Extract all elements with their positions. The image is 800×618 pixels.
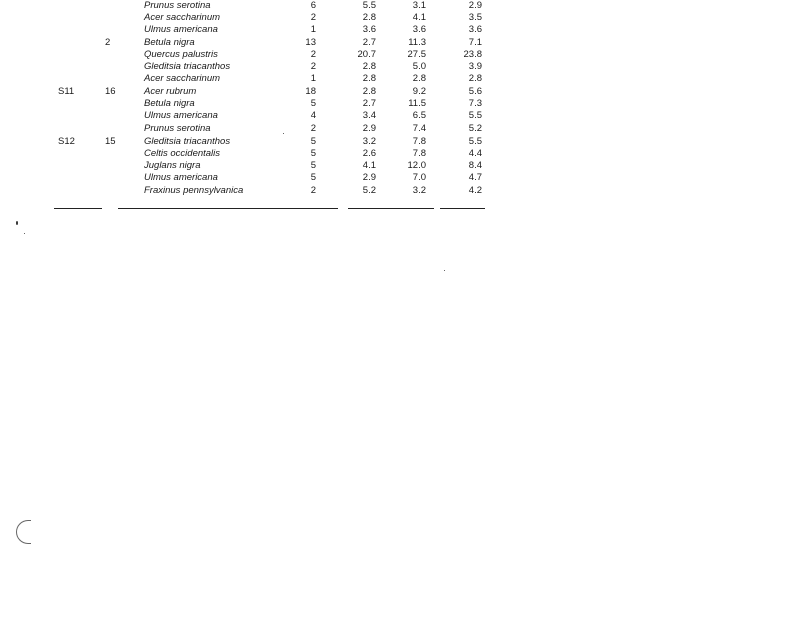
value-cell-3: 5.6 bbox=[468, 86, 482, 97]
value-cell-1: 20.7 bbox=[357, 49, 376, 60]
value-cell-1: 3.6 bbox=[362, 24, 376, 35]
value-cell-1: 2.9 bbox=[362, 172, 376, 183]
species-cell: Acer rubrum bbox=[144, 86, 197, 97]
table-row bbox=[0, 73, 800, 85]
value-cell-2: 4.1 bbox=[412, 12, 426, 23]
value-cell-2: 3.1 bbox=[412, 0, 426, 11]
value-cell-3: 2.8 bbox=[468, 73, 482, 84]
species-cell: Ulmus americana bbox=[144, 110, 218, 121]
scan-artifact-mark bbox=[16, 520, 31, 544]
table-row bbox=[0, 0, 800, 12]
count-cell: 4 bbox=[310, 110, 316, 121]
table-bottom-rule bbox=[440, 208, 485, 209]
species-cell: Gleditsia triacanthos bbox=[144, 61, 231, 72]
count-cell: 18 bbox=[305, 86, 316, 97]
scan-speck bbox=[16, 221, 18, 225]
value-cell-1: 5.5 bbox=[362, 0, 376, 11]
species-cell: Betula nigra bbox=[144, 98, 195, 109]
value-cell-2: 9.2 bbox=[412, 86, 426, 97]
value-cell-2: 7.8 bbox=[412, 148, 426, 159]
scan-speck bbox=[24, 233, 25, 234]
count-cell: 6 bbox=[310, 0, 316, 11]
scan-speck bbox=[444, 270, 445, 271]
value-cell-3: 4.7 bbox=[468, 172, 482, 183]
count-cell: 1 bbox=[310, 24, 316, 35]
table-row bbox=[0, 98, 800, 110]
species-cell: Betula nigra bbox=[144, 37, 195, 48]
species-cell: Prunus serotina bbox=[144, 123, 211, 134]
table-bottom-rule bbox=[118, 208, 338, 209]
table-row bbox=[0, 160, 800, 172]
count-cell: 5 bbox=[310, 98, 316, 109]
value-cell-2: 6.5 bbox=[412, 110, 426, 121]
value-cell-1: 2.8 bbox=[362, 73, 376, 84]
value-cell-2: 12.0 bbox=[407, 160, 426, 171]
table-row bbox=[0, 110, 800, 122]
value-cell-2: 7.8 bbox=[412, 136, 426, 147]
site-cell: S12 bbox=[58, 136, 75, 147]
value-cell-1: 3.2 bbox=[362, 136, 376, 147]
value-cell-3: 5.2 bbox=[468, 123, 482, 134]
value-cell-2: 2.8 bbox=[412, 73, 426, 84]
count-cell: 2 bbox=[310, 123, 316, 134]
table-bottom-rule bbox=[348, 208, 434, 209]
value-cell-1: 5.2 bbox=[362, 185, 376, 196]
value-cell-3: 8.4 bbox=[468, 160, 482, 171]
table-row bbox=[0, 12, 800, 24]
species-cell: Gleditsia triacanthos bbox=[144, 136, 231, 147]
count-cell: 5 bbox=[310, 148, 316, 159]
value-cell-1: 2.7 bbox=[362, 98, 376, 109]
value-cell-3: 4.2 bbox=[468, 185, 482, 196]
table-row bbox=[0, 148, 800, 160]
value-cell-2: 7.0 bbox=[412, 172, 426, 183]
species-cell: Prunus serotina bbox=[144, 0, 211, 11]
value-cell-1: 2.8 bbox=[362, 61, 376, 72]
plot-cell: 15 bbox=[105, 136, 116, 147]
value-cell-1: 2.6 bbox=[362, 148, 376, 159]
species-cell: Juglans nigra bbox=[144, 160, 201, 171]
value-cell-3: 5.5 bbox=[468, 110, 482, 121]
table-bottom-rule bbox=[54, 208, 102, 209]
species-cell: Acer saccharinum bbox=[144, 12, 221, 23]
site-cell: S11 bbox=[58, 86, 75, 97]
species-cell: Ulmus americana bbox=[144, 172, 218, 183]
count-cell: 5 bbox=[310, 172, 316, 183]
value-cell-3: 23.8 bbox=[463, 49, 482, 60]
count-cell: 1 bbox=[310, 73, 316, 84]
value-cell-1: 4.1 bbox=[362, 160, 376, 171]
count-cell: 2 bbox=[310, 185, 316, 196]
value-cell-2: 7.4 bbox=[412, 123, 426, 134]
value-cell-2: 3.2 bbox=[412, 185, 426, 196]
value-cell-3: 4.4 bbox=[468, 148, 482, 159]
species-cell: Fraxinus pennsylvanica bbox=[144, 185, 244, 196]
value-cell-3: 3.6 bbox=[468, 24, 482, 35]
count-cell: 2 bbox=[310, 61, 316, 72]
value-cell-3: 3.9 bbox=[468, 61, 482, 72]
value-cell-2: 5.0 bbox=[412, 61, 426, 72]
count-cell: 2 bbox=[310, 49, 316, 60]
count-cell: 2 bbox=[310, 12, 316, 23]
plot-cell: 16 bbox=[105, 86, 116, 97]
value-cell-3: 7.1 bbox=[468, 37, 482, 48]
value-cell-3: 2.9 bbox=[468, 0, 482, 11]
species-cell: Celtis occidentalis bbox=[144, 148, 221, 159]
value-cell-1: 2.8 bbox=[362, 86, 376, 97]
value-cell-1: 2.9 bbox=[362, 123, 376, 134]
value-cell-2: 11.3 bbox=[408, 37, 426, 48]
table-row bbox=[0, 24, 800, 36]
value-cell-1: 2.8 bbox=[362, 12, 376, 23]
value-cell-3: 7.3 bbox=[468, 98, 482, 109]
table-row bbox=[0, 37, 800, 49]
species-cell: Ulmus americana bbox=[144, 24, 218, 35]
table-row bbox=[0, 49, 800, 61]
species-cell: Acer saccharinum bbox=[144, 73, 221, 84]
scan-speck bbox=[283, 133, 284, 134]
plot-cell: 2 bbox=[105, 37, 111, 48]
table-row bbox=[0, 136, 800, 148]
table-row bbox=[0, 172, 800, 184]
table-row bbox=[0, 61, 800, 73]
species-cell: Quercus palustris bbox=[144, 49, 218, 60]
value-cell-2: 3.6 bbox=[412, 24, 426, 35]
value-cell-3: 5.5 bbox=[468, 136, 482, 147]
table-row bbox=[0, 185, 800, 197]
count-cell: 5 bbox=[310, 160, 316, 171]
table-row bbox=[0, 86, 800, 98]
count-cell: 13 bbox=[305, 37, 316, 48]
value-cell-3: 3.5 bbox=[468, 12, 482, 23]
value-cell-2: 27.5 bbox=[407, 49, 426, 60]
table-row bbox=[0, 123, 800, 135]
value-cell-2: 11.5 bbox=[408, 98, 426, 109]
count-cell: 5 bbox=[310, 136, 316, 147]
value-cell-1: 2.7 bbox=[362, 37, 376, 48]
value-cell-1: 3.4 bbox=[362, 110, 376, 121]
